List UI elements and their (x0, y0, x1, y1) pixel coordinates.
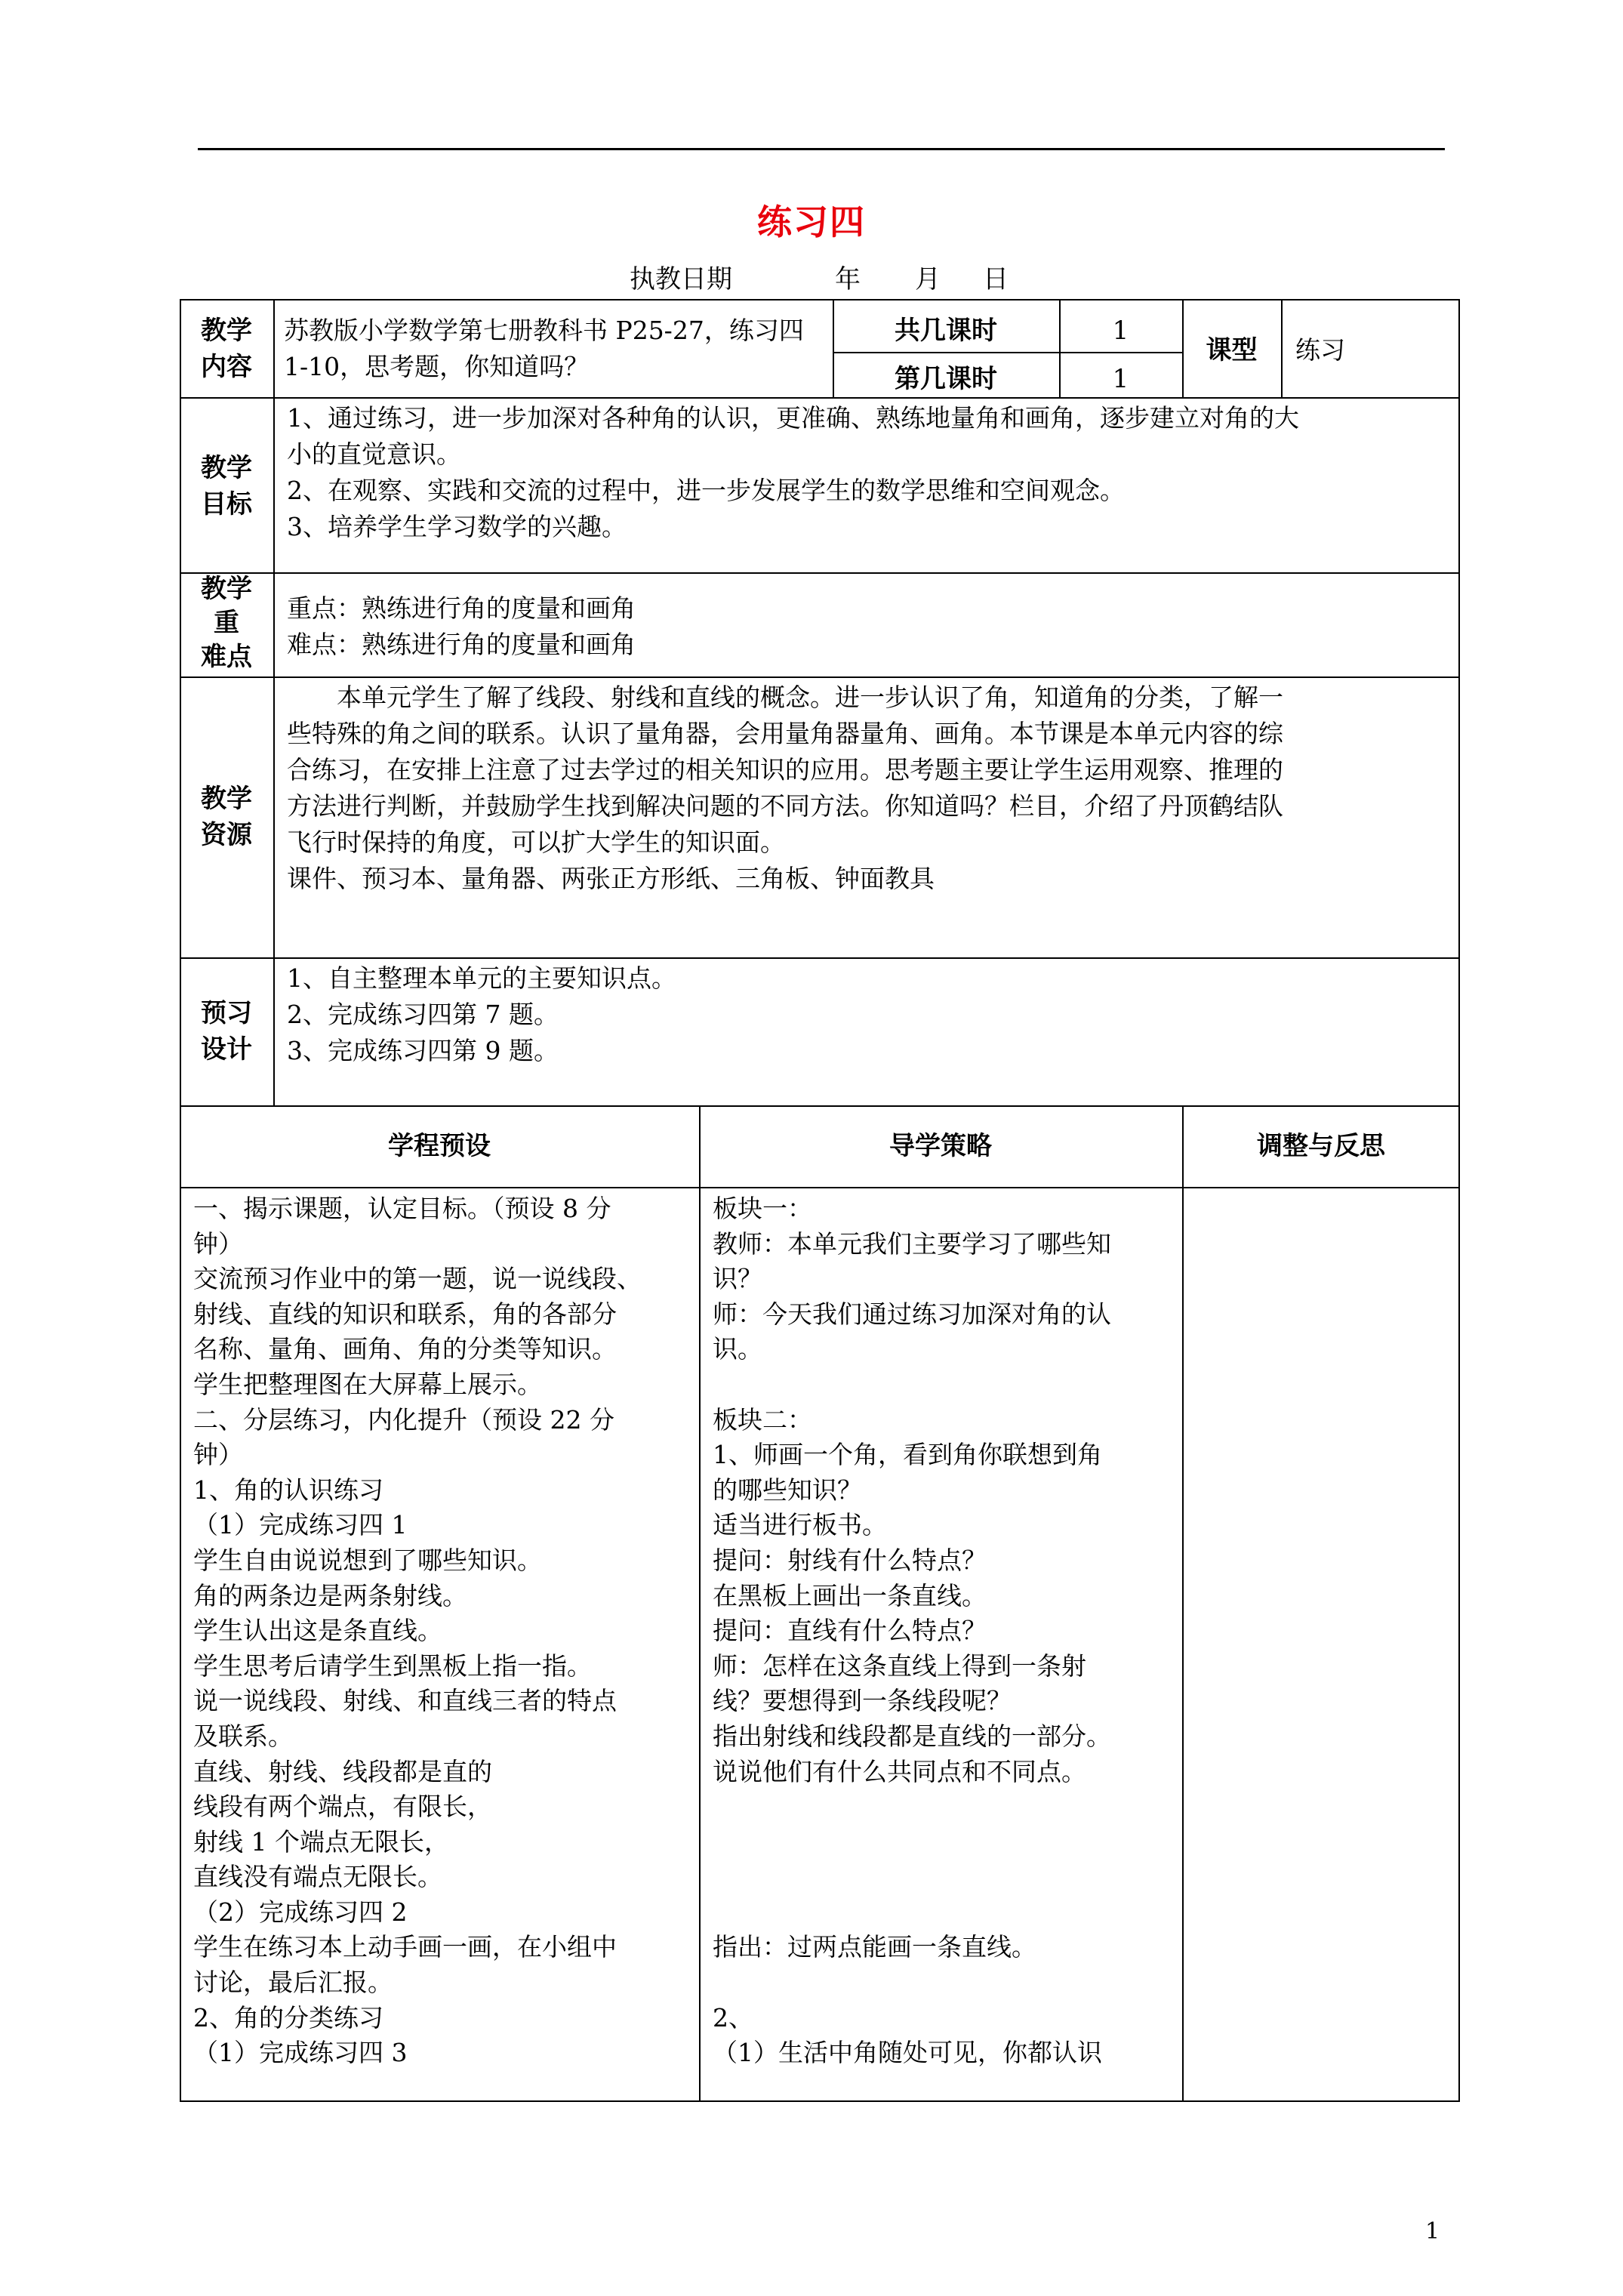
header-learning-plan: 学程预设 (388, 1131, 491, 1161)
page-title: 练习四 (757, 202, 866, 242)
content-text: 苏教版小学数学第七册教科书 P25-27，练习四 1-10，思考题，你知道吗？ (284, 316, 804, 381)
keypoints-text: 重点：熟练进行角的度量和画角 难点：熟练进行角的度量和画角 (287, 593, 636, 659)
learning-plan-column: 一、揭示课题，认定目标。（预设 8 分 钟） 交流预习作业中的第一题，说一说线段、 射线、直线的知识和联系，角的各部分 名称、量角、画角、角的分类等知识。 学生把整理图在大屏幕上展示。 二、分层练习，内化提升（预设 22 分 钟） 1、角的认识练习 （1）完成练习四 1 学生自由说说想到了哪些知识。 角的两条边是两条射线。 学生认出这是条直线。 学生思考后请学生到黑板上指一指。 说一说线段、射线、和直线三者的特点 及联系。 直线、射线、线段都是直的 线段有两个端点，有限长， 射线 1 个端点无限长， 直线没有端点无限长。 （2）完成练习四 2 学生在练习本上动手画一画，在小组中 讨论，最后汇报。 2、角的分类练习 （1）完成练习四 3 (193, 1194, 642, 2068)
nth-lesson-value: 1 (1112, 364, 1129, 394)
header-guidance: 导学策略 (889, 1131, 992, 1161)
date-month: 月 (915, 264, 941, 294)
content-label: 教学 内容 (201, 316, 252, 382)
date-year: 年 (835, 264, 861, 294)
date-label: 执教日期 (630, 264, 732, 294)
date-day: 日 (983, 264, 1009, 294)
total-lessons-label: 共几课时 (895, 316, 997, 346)
goals-text: 1、通过练习，进一步加深对各种角的认识，更准确、熟练地量角和画角，逐步建立对角的大 小的直觉意识。 2、在观察、实践和交流的过程中，进一步发展学生的数学思维和空间观念。 3、培养学生学习数学的兴趣。 (287, 403, 1299, 541)
keypoints-label: 教学 重 难点 (201, 574, 252, 672)
nth-lesson-label: 第几课时 (895, 364, 997, 394)
preview-text: 1、自主整理本单元的主要知识点。 2、完成练习四第 7 题。 3、完成练习四第 9 题。 (287, 963, 676, 1065)
header-reflection: 调整与反思 (1257, 1131, 1385, 1161)
header-rule (198, 148, 1445, 150)
goals-label: 教学 目标 (201, 453, 252, 519)
lesson-type-label: 课型 (1206, 335, 1258, 365)
resources-text: 本单元学生了解了线段、射线和直线的概念。进一步认识了角，知道角的分类，了解一 些特殊的角之间的联系。认识了量角器，会用量角器量角、画角。本节课是本单元内容的综 合练习，在安排上注意了过去学过的相关知识的应用。思考题主要让学生运用观察、推理的 方法进行判断，并鼓励学生找到解决问题的不同方法。你知道吗？栏目，介绍了丹顶鹤结队 飞行时保持的角度，可以扩大学生的知识面。 课件、预习本、量角器、两张正方形纸、三角板、钟面教具 (287, 683, 1283, 893)
guidance-column: 板块一： 教师：本单元我们主要学习了哪些知 识？ 师：今天我们通过练习加深对角的认 识。 板块二： 1、师画一个角，看到角你联想到角 的哪些知识？ 适当进行板书。 提问：射线有什么特点？ 在黑板上画出一条直线。 提问：直线有什么特点？ 师：怎样在这条直线上得到一条射 线？要想得到一条线段呢？ 指出射线和线段都是直线的一部分。 说说他们有什么共同点和不同点。 指出：过两点能画一条直线。 2、 （1）生活中角随处可见，你都认识 (713, 1194, 1111, 2068)
total-lessons-value: 1 (1112, 316, 1129, 346)
resources-label: 教学 资源 (201, 784, 252, 850)
lesson-type-value: 练习 (1295, 335, 1345, 365)
preview-label: 预习 设计 (201, 998, 252, 1065)
page-number: 1 (1425, 2218, 1440, 2245)
